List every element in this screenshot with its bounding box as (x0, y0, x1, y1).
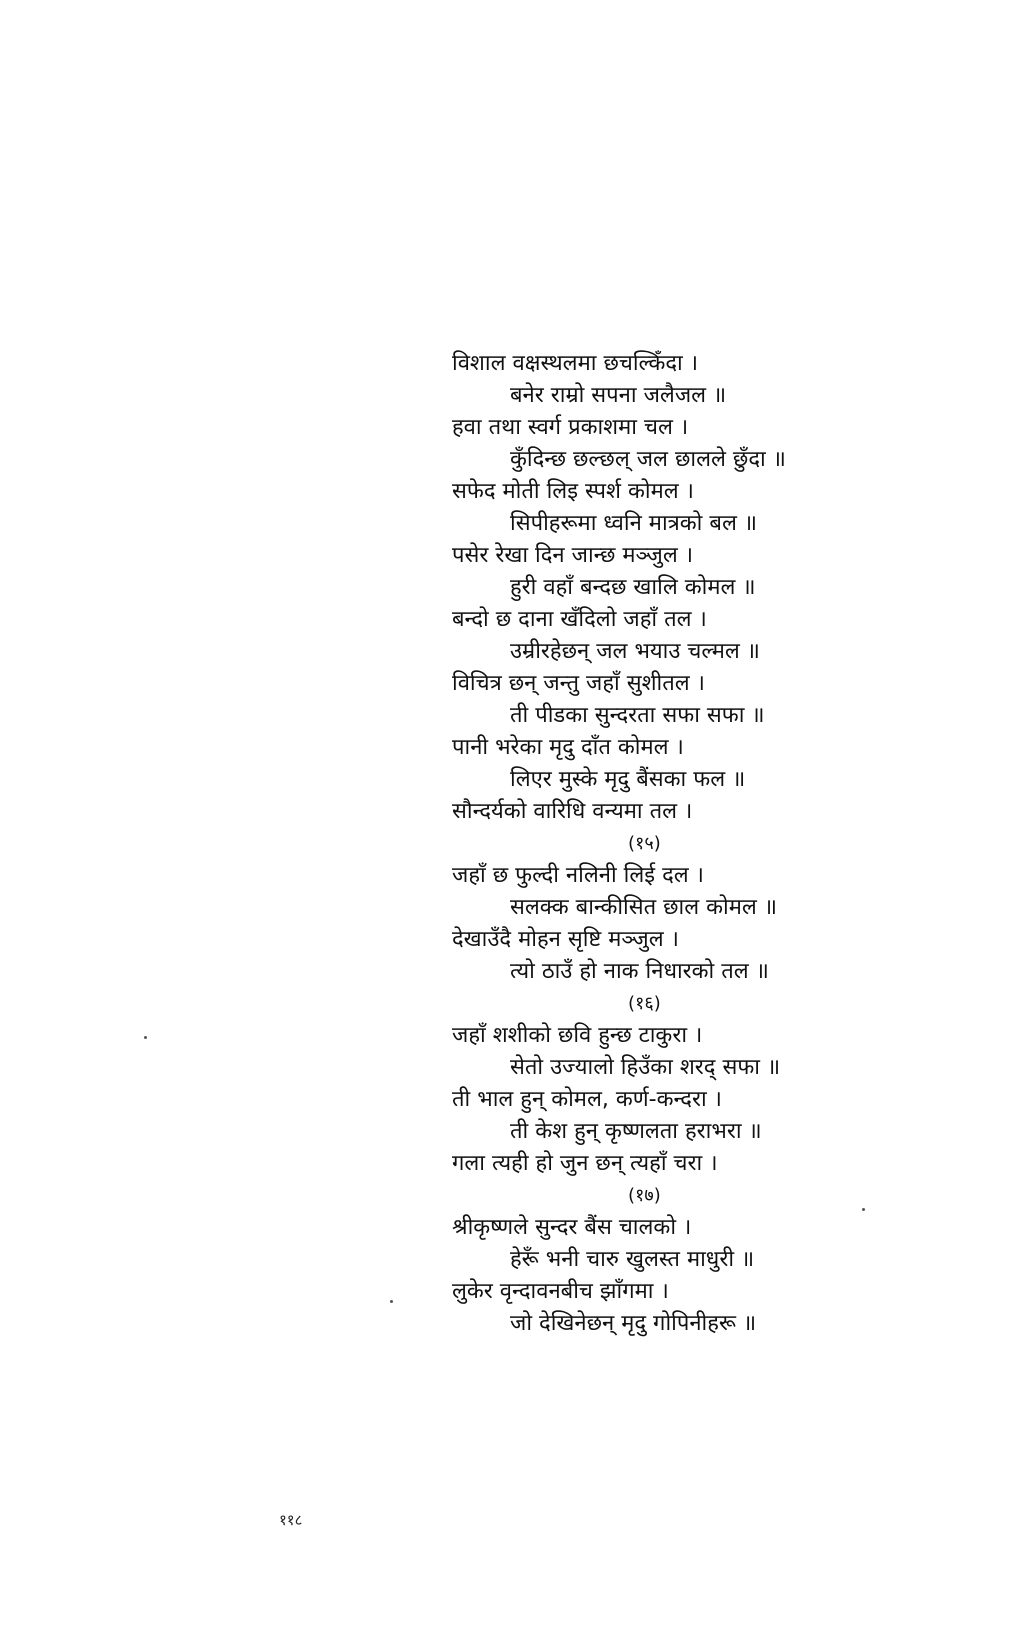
scan-speck (144, 1036, 147, 1039)
poem-text (452, 348, 872, 1340)
verse-line: गला त्यही हो जुन छन् त्यहाँ चरा । (452, 1151, 718, 1176)
verse-line: बनेर राम्रो सपना जलैजल ॥ (510, 383, 727, 408)
verse-line: सेतो उज्यालो हिउँका शरद् सफा ॥ (510, 1055, 781, 1080)
verse-line: देखाउँदै मोहन सृष्टि मञ्जुल । (452, 927, 679, 952)
stanza-number: (१७) (628, 1185, 661, 1206)
verse-line: जहाँ शशीको छवि हुन्छ टाकुरा । (452, 1023, 703, 1048)
verse-line: लिएर मुस्के मृदु बैंसका फल ॥ (510, 767, 746, 792)
verse-line: सलक्क बान्कीसित छाल कोमल ॥ (510, 895, 778, 920)
verse-line: बन्दो छ दाना खँदिलो जहाँ तल । (452, 607, 707, 632)
verse-line: सिपीहरूमा ध्वनि मात्रको बल ॥ (510, 511, 758, 536)
verse-line: विचित्र छन् जन्तु जहाँ सुशीतल । (452, 671, 706, 696)
scan-speck (862, 1208, 865, 1211)
verse-line: पसेर रेखा दिन जान्छ मञ्जुल । (452, 543, 694, 568)
stanza-number: (१६) (628, 993, 661, 1014)
verse-line: लुकेर वृन्दावनबीच झाँगमा । (452, 1279, 669, 1304)
verse-line: जहाँ छ फुल्दी नलिनी लिई दल । (452, 863, 704, 888)
verse-line: सफेद मोती लिइ स्पर्श कोमल । (452, 479, 695, 504)
verse-line: कुँदिन्छ छल्छल् जल छालले छुँदा ॥ (510, 447, 786, 472)
verse-line: विशाल वक्षस्थलमा छचल्किँदा । (452, 351, 699, 376)
verse-line: श्रीकृष्णले सुन्दर बैंस चालको । (452, 1215, 692, 1240)
verse-line: ती केश हुन् कृष्णलता हराभरा ॥ (510, 1119, 762, 1144)
verse-line: ती भाल हुन् कोमल, कर्ण-कन्दरा । (452, 1087, 722, 1112)
verse-line: हेरूँ भनी चारु खुलस्त माधुरी ॥ (510, 1247, 755, 1272)
verse-line: हवा तथा स्वर्ग प्रकाशमा चल । (452, 415, 689, 440)
verse-line: सौन्दर्यको वारिधि वन्यमा तल । (452, 799, 693, 824)
verse-line: उम्रीरहेछन् जल भयाउ चल्मल ॥ (510, 639, 760, 664)
verse-line: पानी भरेका मृदु दाँत कोमल । (452, 735, 684, 760)
verse-line: हुरी वहाँ बन्दछ खालि कोमल ॥ (510, 575, 756, 600)
scan-speck (390, 1300, 393, 1303)
verse-line: जो देखिनेछन् मृदु गोपिनीहरू ॥ (510, 1311, 757, 1336)
verse-line: त्यो ठाउँ हो नाक निधारको तल ॥ (510, 959, 769, 984)
stanza-number: (१५) (628, 833, 661, 854)
page-number: ११८ (279, 1511, 303, 1529)
verse-line: ती पीडका सुन्दरता सफा सफा ॥ (510, 703, 765, 728)
